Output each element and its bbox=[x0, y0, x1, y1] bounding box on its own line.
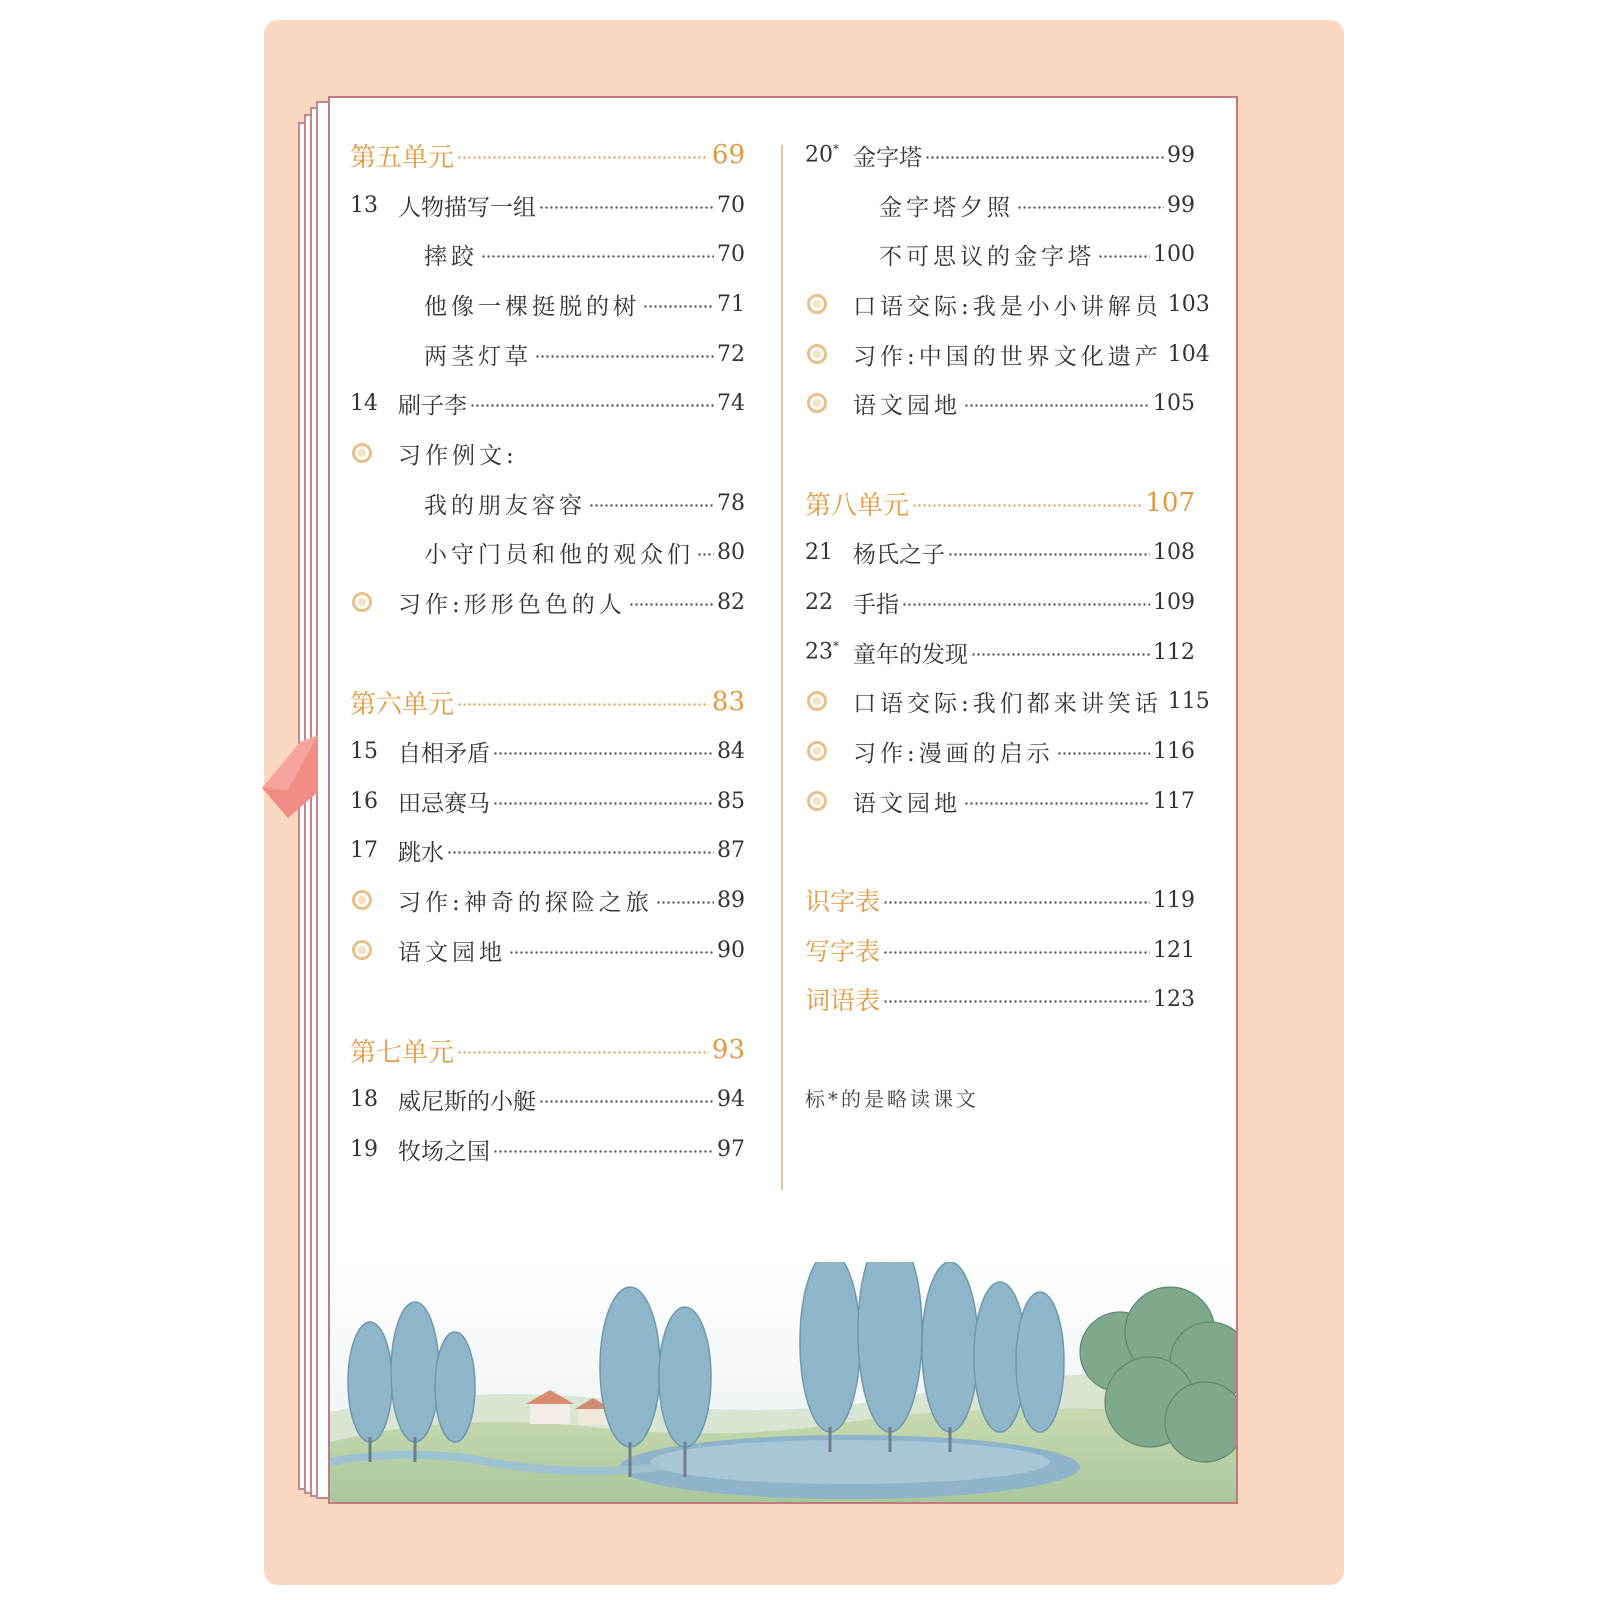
circle-marker-icon bbox=[350, 890, 398, 910]
dot-leader bbox=[883, 901, 1150, 904]
toc-unit-heading[interactable] bbox=[805, 483, 1195, 523]
dot-leader bbox=[643, 305, 714, 308]
entry-title: 跳水 bbox=[398, 839, 444, 866]
dot-leader bbox=[509, 951, 714, 954]
page-number: 85 bbox=[717, 788, 745, 814]
entry-title: 习作例文: bbox=[398, 442, 518, 469]
toc-entry[interactable] bbox=[350, 1129, 745, 1169]
toc-entry[interactable] bbox=[350, 433, 745, 473]
page-number: 83 bbox=[711, 687, 745, 717]
entry-title: 威尼斯的小艇 bbox=[398, 1088, 536, 1115]
entry-title: 刷子李 bbox=[398, 392, 467, 419]
skim-reading-star: * bbox=[833, 142, 839, 157]
page-number: 94 bbox=[717, 1086, 745, 1112]
toc-entry[interactable] bbox=[805, 582, 1195, 622]
toc-unit-heading[interactable] bbox=[350, 682, 745, 722]
dot-leader bbox=[457, 1051, 709, 1054]
toc-entry[interactable] bbox=[350, 582, 745, 622]
page-number: 80 bbox=[717, 539, 745, 565]
page-number: 99 bbox=[1167, 142, 1195, 168]
toc-entry[interactable] bbox=[805, 234, 1195, 274]
entry-title: 金字塔 bbox=[853, 144, 922, 171]
toc-entry[interactable] bbox=[805, 781, 1195, 821]
dot-leader bbox=[629, 603, 714, 606]
toc-entry[interactable] bbox=[350, 185, 745, 225]
entry-title: 摔跤 bbox=[424, 243, 478, 270]
dot-leader bbox=[447, 851, 714, 854]
entry-title: 口语交际:我是小小讲解员 bbox=[853, 293, 1162, 320]
toc-appendix-entry[interactable] bbox=[805, 930, 1195, 970]
dot-leader bbox=[925, 156, 1164, 159]
page-number: 105 bbox=[1153, 390, 1195, 416]
toc-entry[interactable] bbox=[350, 284, 745, 324]
lesson-number: 13 bbox=[350, 192, 378, 218]
dot-leader bbox=[902, 603, 1150, 606]
circle-marker-icon bbox=[805, 791, 853, 811]
circle-marker-icon bbox=[350, 592, 398, 612]
entry-title: 牧场之国 bbox=[398, 1138, 490, 1165]
toc-entry[interactable] bbox=[350, 334, 745, 374]
page-number: 116 bbox=[1153, 738, 1195, 764]
entry-title: 不可思议的金字塔 bbox=[879, 243, 1095, 270]
toc-entry[interactable] bbox=[805, 532, 1195, 572]
page-number: 103 bbox=[1167, 291, 1210, 317]
page-number: 87 bbox=[717, 837, 745, 863]
dot-leader bbox=[883, 1000, 1150, 1003]
page-number: 100 bbox=[1153, 241, 1195, 267]
page-number: 70 bbox=[717, 192, 745, 218]
dot-leader bbox=[493, 752, 714, 755]
entry-title: 人物描写一组 bbox=[398, 194, 536, 221]
entry-title: 他像一棵挺脱的树 bbox=[424, 293, 640, 320]
entry-title: 词语表 bbox=[805, 986, 881, 1015]
entry-title: 自相矛盾 bbox=[398, 740, 490, 767]
dot-leader bbox=[481, 255, 714, 258]
toc-entry[interactable] bbox=[350, 1079, 745, 1119]
footnote: 标*的是略读课文 bbox=[805, 1087, 979, 1111]
toc-appendix-entry[interactable] bbox=[805, 880, 1195, 920]
page-number: 89 bbox=[717, 887, 745, 913]
toc-entry[interactable] bbox=[805, 383, 1195, 423]
dot-leader bbox=[589, 504, 714, 507]
toc-entry[interactable] bbox=[350, 830, 745, 870]
toc-appendix-entry[interactable] bbox=[805, 979, 1195, 1019]
dot-leader bbox=[539, 1100, 714, 1103]
toc-entry[interactable] bbox=[350, 930, 745, 970]
entry-title: 语文园地 bbox=[853, 790, 961, 817]
page-number: 78 bbox=[717, 490, 745, 516]
dot-leader bbox=[912, 504, 1142, 507]
lesson-number: 23* bbox=[805, 639, 839, 665]
toc-entry[interactable] bbox=[805, 632, 1195, 672]
page-number: 104 bbox=[1167, 341, 1210, 367]
toc-entry[interactable] bbox=[350, 383, 745, 423]
circle-marker-icon bbox=[350, 940, 398, 960]
dot-leader bbox=[1017, 206, 1164, 209]
page-number: 93 bbox=[711, 1035, 745, 1065]
circle-marker-icon bbox=[805, 393, 853, 413]
lesson-number: 18 bbox=[350, 1086, 378, 1112]
page-number: 71 bbox=[717, 291, 745, 317]
dot-leader bbox=[457, 703, 709, 706]
dot-leader bbox=[656, 901, 714, 904]
entry-title: 第六单元 bbox=[350, 689, 455, 720]
entry-title: 习作:形形色色的人 bbox=[398, 591, 626, 618]
lesson-number: 14 bbox=[350, 390, 378, 416]
toc-entry[interactable] bbox=[350, 731, 745, 771]
entry-title: 识字表 bbox=[805, 887, 881, 916]
circle-marker-icon bbox=[805, 344, 853, 364]
entry-title: 田忌赛马 bbox=[398, 790, 490, 817]
entry-title: 口语交际:我们都来讲笑话 bbox=[853, 690, 1162, 717]
page-number: 123 bbox=[1153, 986, 1195, 1012]
toc-entry[interactable] bbox=[350, 880, 745, 920]
lesson-number: 22 bbox=[805, 589, 833, 615]
dot-leader bbox=[535, 355, 714, 358]
page-number: 84 bbox=[717, 738, 745, 764]
skim-reading-star: * bbox=[833, 639, 839, 654]
page-number: 119 bbox=[1153, 887, 1195, 913]
page-number: 74 bbox=[717, 390, 745, 416]
dot-leader bbox=[964, 404, 1150, 407]
dot-leader bbox=[1057, 752, 1150, 755]
dot-leader bbox=[470, 404, 714, 407]
dot-leader bbox=[964, 802, 1150, 805]
toc-entry[interactable] bbox=[805, 185, 1195, 225]
circle-marker-icon bbox=[805, 741, 853, 761]
page-number: 82 bbox=[717, 589, 745, 615]
toc-entry[interactable] bbox=[350, 483, 745, 523]
entry-title: 我的朋友容容 bbox=[424, 492, 586, 519]
entry-title: 第七单元 bbox=[350, 1037, 455, 1068]
bookmark-ribbon-icon bbox=[0, 0, 340, 860]
page-number: 97 bbox=[717, 1136, 745, 1162]
entry-title: 小守门员和他的观众们 bbox=[424, 541, 694, 568]
entry-title: 第五单元 bbox=[350, 142, 455, 173]
lesson-number: 17 bbox=[350, 837, 378, 863]
entry-title: 写字表 bbox=[805, 937, 881, 966]
toc-unit-heading[interactable] bbox=[350, 1030, 745, 1070]
page-number: 108 bbox=[1153, 539, 1195, 565]
dot-leader bbox=[457, 156, 709, 159]
dot-leader bbox=[1098, 255, 1150, 258]
page-number: 99 bbox=[1167, 192, 1195, 218]
entry-title: 习作:漫画的启示 bbox=[853, 740, 1054, 767]
page-number: 72 bbox=[717, 341, 745, 367]
page-number: 117 bbox=[1153, 788, 1195, 814]
toc-entry[interactable] bbox=[350, 234, 745, 274]
dot-leader bbox=[971, 653, 1150, 656]
page-number: 69 bbox=[711, 140, 745, 170]
lesson-number: 19 bbox=[350, 1136, 378, 1162]
toc-entry[interactable] bbox=[805, 681, 1210, 721]
toc-entry[interactable] bbox=[805, 135, 1195, 175]
entry-title: 童年的发现 bbox=[853, 641, 968, 668]
entry-title: 手指 bbox=[853, 591, 899, 618]
lesson-number: 15 bbox=[350, 738, 378, 764]
entry-title: 语文园地 bbox=[853, 392, 961, 419]
page-number: 112 bbox=[1153, 639, 1195, 665]
toc-unit-heading[interactable] bbox=[350, 135, 745, 175]
circle-marker-icon bbox=[805, 691, 853, 711]
column-divider bbox=[781, 145, 783, 1190]
entry-title: 习作:中国的世界文化遗产 bbox=[853, 343, 1162, 370]
lesson-number: 16 bbox=[350, 788, 378, 814]
dot-leader bbox=[493, 802, 714, 805]
entry-title: 第八单元 bbox=[805, 490, 910, 521]
page-number: 115 bbox=[1167, 688, 1210, 714]
lesson-number: 20* bbox=[805, 142, 839, 168]
page-number: 109 bbox=[1153, 589, 1195, 615]
page-number: 121 bbox=[1153, 937, 1195, 963]
toc-entry[interactable] bbox=[350, 781, 745, 821]
toc-entry[interactable] bbox=[805, 334, 1210, 374]
toc-entry[interactable] bbox=[805, 284, 1210, 324]
entry-title: 习作:神奇的探险之旅 bbox=[398, 889, 653, 916]
page-number: 90 bbox=[717, 937, 745, 963]
page-number: 70 bbox=[717, 241, 745, 267]
landscape-illustration bbox=[330, 1262, 1236, 1502]
entry-title: 杨氏之子 bbox=[853, 541, 945, 568]
entry-title: 金字塔夕照 bbox=[879, 194, 1014, 221]
dot-leader bbox=[883, 951, 1150, 954]
lesson-number: 21 bbox=[805, 539, 833, 565]
page-number: 107 bbox=[1145, 488, 1195, 518]
entry-title: 两茎灯草 bbox=[424, 343, 532, 370]
dot-leader bbox=[493, 1150, 714, 1153]
dot-leader bbox=[697, 553, 714, 556]
circle-marker-icon bbox=[805, 294, 853, 314]
circle-marker-icon bbox=[350, 443, 398, 463]
dot-leader bbox=[539, 206, 714, 209]
dot-leader bbox=[948, 553, 1150, 556]
toc-entry[interactable] bbox=[805, 731, 1195, 771]
entry-title: 语文园地 bbox=[398, 939, 506, 966]
toc-entry[interactable] bbox=[350, 532, 745, 572]
